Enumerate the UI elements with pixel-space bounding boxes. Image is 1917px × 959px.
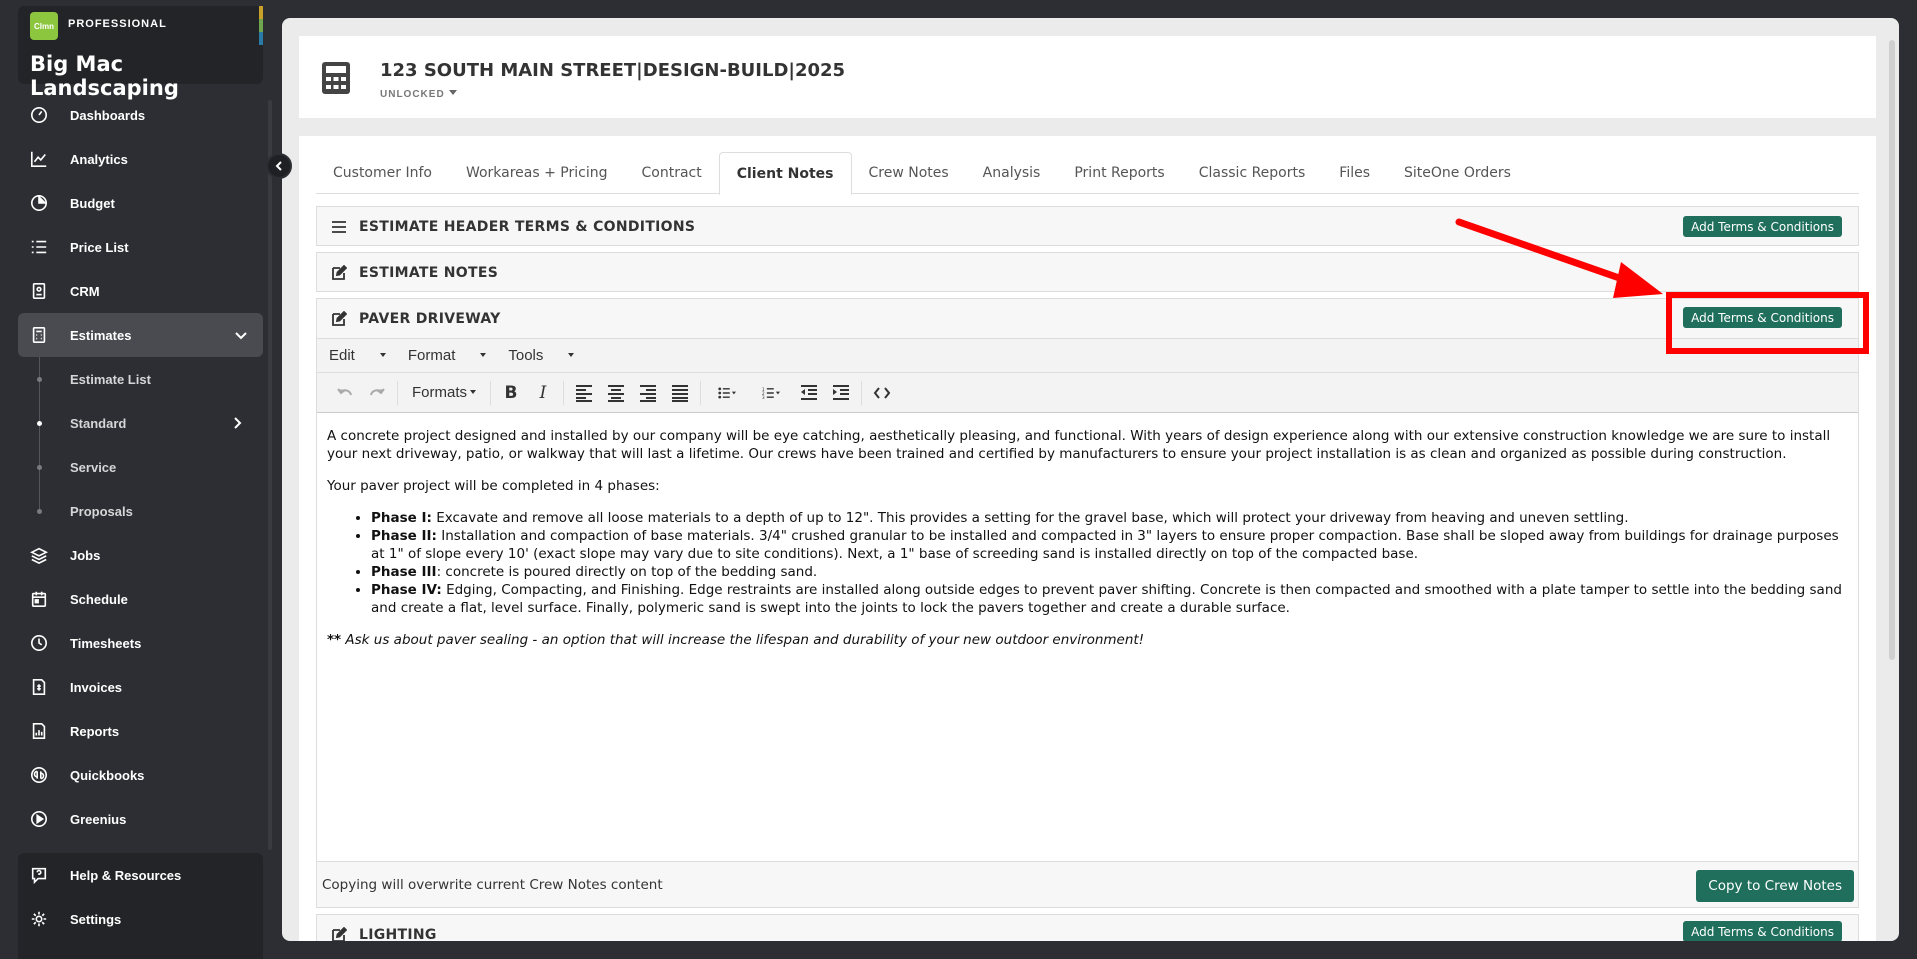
outdent-button[interactable] xyxy=(793,378,825,408)
sub-proposals[interactable] xyxy=(0,489,265,533)
tab-contract[interactable]: Contract xyxy=(641,165,702,181)
phase-label: Phase IV: xyxy=(371,582,442,598)
calculator-icon xyxy=(30,326,48,344)
tab-client-notes[interactable]: Client Notes xyxy=(719,152,852,195)
sub-label: Proposals xyxy=(70,503,133,519)
phase-text: : concrete is poured directly on top of the bedding sand. xyxy=(436,564,818,580)
nav-reports[interactable] xyxy=(0,709,265,753)
main-nav xyxy=(0,93,265,841)
contact-card-icon xyxy=(30,282,48,300)
nav-label: Invoices xyxy=(70,679,123,695)
sidebar xyxy=(0,0,281,959)
paragraph: Your paver project will be completed in 4 phases: xyxy=(327,478,660,494)
list-item xyxy=(371,563,1848,581)
menu-label: Edit xyxy=(329,347,355,364)
nav-label: Dashboards xyxy=(70,107,146,123)
numbered-list-icon xyxy=(762,384,780,402)
svg-text:2: 2 xyxy=(762,390,765,396)
lock-status-label: UNLOCKED xyxy=(380,89,445,100)
phase-text: Edging, Compacting, and Finishing. Edge restraints are installed along outside edges to prevent paver shifting. Concrete is then compacted and smoothed with a plate tamper to settle into the bedding sand and create a flat, level surface. Finally, polymeric sand is swept into the joints to lock the pavers together and create a durable surface. xyxy=(371,582,1842,616)
nav-timesheets[interactable] xyxy=(0,621,265,665)
panel-title: ESTIMATE NOTES xyxy=(359,265,499,281)
nav-label: Greenius xyxy=(70,811,127,827)
menu-format[interactable] xyxy=(408,347,487,364)
caret-down-icon xyxy=(480,353,486,357)
brand-logo: Clmn xyxy=(30,12,58,40)
nav-label: Reports xyxy=(70,723,120,739)
panel-title: PAVER DRIVEWAY xyxy=(359,311,501,327)
caret-down-icon xyxy=(470,390,476,394)
company-name: Big Mac Landscaping xyxy=(30,52,179,100)
copy-warning: Copying will overwrite current Crew Notes content xyxy=(322,877,663,893)
tab-print-reports[interactable]: Print Reports xyxy=(1074,165,1165,181)
invoice-icon xyxy=(30,678,48,696)
phase-label: Phase II: xyxy=(371,528,437,544)
annotation-arrow-icon xyxy=(1455,216,1685,301)
note-stars: ** xyxy=(327,632,342,648)
tab-files[interactable]: Files xyxy=(1339,165,1371,181)
main-area xyxy=(282,18,1899,941)
add-terms-button[interactable]: Add Terms & Conditions xyxy=(1683,921,1842,941)
italic-icon: I xyxy=(539,382,547,403)
collapse-sidebar-button[interactable] xyxy=(266,153,292,179)
menu-icon xyxy=(331,219,347,235)
editor-menubar xyxy=(317,339,1858,373)
nav-price-list[interactable] xyxy=(0,225,265,269)
nav-label: Quickbooks xyxy=(70,767,145,783)
sidebar-footer xyxy=(18,853,263,959)
redo-icon xyxy=(368,384,386,402)
annotation-highlight-box xyxy=(1666,292,1869,354)
copy-to-crew-notes-button[interactable]: Copy to Crew Notes xyxy=(1696,870,1854,902)
nav-label: Analytics xyxy=(70,151,128,167)
bold-icon: B xyxy=(504,382,518,403)
justify-icon xyxy=(671,384,689,402)
tab-bar xyxy=(316,152,1859,194)
chevron-right-icon xyxy=(229,415,245,431)
menu-edit[interactable] xyxy=(329,347,386,364)
indent-button[interactable] xyxy=(825,378,857,408)
nav-schedule[interactable] xyxy=(0,577,265,621)
align-left-icon xyxy=(575,384,593,402)
sealing-note xyxy=(327,631,1848,649)
bullet-list-icon xyxy=(718,384,736,402)
gauge-icon xyxy=(30,106,48,124)
tab-analysis[interactable]: Analysis xyxy=(982,165,1041,181)
nav-jobs[interactable] xyxy=(0,533,265,577)
pie-chart-icon xyxy=(30,194,48,212)
nav-label: Settings xyxy=(70,911,122,927)
stack-icon xyxy=(30,546,48,564)
panel-paver-driveway xyxy=(316,298,1859,908)
sub-label: Estimate List xyxy=(70,371,151,387)
phase-text: Excavate and remove all loose materials to a depth of up to 12". This provides a setting for the gravel base, which will protect your driveway from heaving and uneven settling. xyxy=(431,510,1629,526)
panel-title: LIGHTING xyxy=(359,927,437,941)
tab-customer-info[interactable]: Customer Info xyxy=(333,165,432,181)
phase-list xyxy=(371,509,1848,617)
editor-toolbar xyxy=(317,373,1858,413)
calendar-icon xyxy=(30,590,48,608)
clock-icon xyxy=(30,634,48,652)
formats-label: Formats xyxy=(412,384,468,401)
align-right-button[interactable] xyxy=(632,378,664,408)
tab-workareas-pricing[interactable]: Workareas + Pricing xyxy=(465,165,608,181)
numbered-list-button[interactable] xyxy=(749,378,793,408)
panel-title: ESTIMATE HEADER TERMS & CONDITIONS xyxy=(359,219,696,235)
list-icon xyxy=(30,238,48,256)
nav-quickbooks[interactable] xyxy=(0,753,265,797)
caret-down-icon xyxy=(568,353,574,357)
phase-text: Installation and compaction of base materials. 3/4" crushed granular to be installed and compacted in 3" layers to ensure proper compaction. Base shall be sloped away from buildings for drainage purposes at 1" of slope every 10' (exact slope may vary due to site conditions). Next, a 1" base of screeding sand is installed directly on top of the compacted base. xyxy=(371,528,1839,562)
sub-estimate-list[interactable] xyxy=(0,357,265,401)
main-scrollbar[interactable] xyxy=(1889,40,1895,660)
sub-service[interactable] xyxy=(0,445,265,489)
line-chart-icon xyxy=(30,150,48,168)
sidebar-scrollbar[interactable] xyxy=(268,100,272,850)
nav-label: Schedule xyxy=(70,591,128,607)
caret-down-icon xyxy=(380,353,386,357)
nav-label: Budget xyxy=(70,195,115,211)
edit-icon xyxy=(331,927,347,941)
edit-icon xyxy=(331,265,347,281)
sub-label: Service xyxy=(70,459,117,475)
calculator-icon xyxy=(321,61,351,95)
nav-budget[interactable] xyxy=(0,181,265,225)
rich-text-editor xyxy=(317,338,1858,861)
nav-help[interactable] xyxy=(18,853,263,897)
align-center-icon xyxy=(607,384,625,402)
estimate-header xyxy=(299,36,1876,118)
menu-label: Format xyxy=(407,347,456,364)
undo-icon xyxy=(336,384,354,402)
chevron-left-icon xyxy=(273,160,285,172)
list-item xyxy=(371,527,1848,563)
align-left-button[interactable] xyxy=(568,378,600,408)
nav-label: Price List xyxy=(70,239,129,255)
align-center-button[interactable] xyxy=(600,378,632,408)
lock-status-dropdown[interactable] xyxy=(380,89,457,100)
nav-settings[interactable] xyxy=(18,897,263,941)
align-right-icon xyxy=(639,384,657,402)
bullet-list-button[interactable] xyxy=(705,378,749,408)
quickbooks-icon xyxy=(30,766,48,784)
add-terms-button[interactable]: Add Terms & Conditions xyxy=(1683,307,1842,328)
undo-button[interactable] xyxy=(329,378,361,408)
nav-dashboards[interactable] xyxy=(0,93,265,137)
tab-crew-notes[interactable]: Crew Notes xyxy=(868,165,949,181)
tab-classic-reports[interactable]: Classic Reports xyxy=(1198,165,1306,181)
editor-content[interactable] xyxy=(317,413,1858,677)
formats-dropdown[interactable] xyxy=(402,384,486,401)
brand-tier: PROFESSIONAL xyxy=(68,18,167,30)
nav-crm[interactable] xyxy=(0,269,265,313)
bold-button[interactable] xyxy=(495,378,527,408)
italic-button[interactable] xyxy=(527,378,559,408)
play-circle-icon xyxy=(30,810,48,828)
add-terms-button[interactable]: Add Terms & Conditions xyxy=(1683,216,1842,237)
source-code-button[interactable] xyxy=(866,378,898,408)
panel-lighting xyxy=(316,914,1859,941)
phase-label: Phase I: xyxy=(371,510,432,526)
report-icon xyxy=(30,722,48,740)
sub-standard[interactable] xyxy=(0,401,265,445)
chevron-down-icon xyxy=(233,327,249,343)
caret-down-icon xyxy=(449,90,457,95)
nav-analytics[interactable] xyxy=(0,137,265,181)
justify-button[interactable] xyxy=(664,378,696,408)
svg-text:1: 1 xyxy=(762,386,765,392)
list-item xyxy=(371,581,1848,617)
svg-text:3: 3 xyxy=(762,394,765,400)
brand-block[interactable] xyxy=(18,6,263,100)
sub-label: Standard xyxy=(70,415,127,431)
nav-label: Help & Resources xyxy=(70,867,182,883)
menu-label: Tools xyxy=(508,347,544,364)
panel-header[interactable] xyxy=(317,915,1858,941)
list-item xyxy=(371,509,1848,527)
nav-label: Jobs xyxy=(70,547,101,563)
note-text: Ask us about paver sealing - an option that will increase the lifespan and durability of your new outdoor environment! xyxy=(341,632,1145,648)
nav-invoices[interactable] xyxy=(0,665,265,709)
outdent-icon xyxy=(800,384,818,402)
nav-label: Timesheets xyxy=(70,635,142,651)
nav-greenius[interactable] xyxy=(0,797,265,841)
indent-icon xyxy=(832,384,850,402)
copy-bar xyxy=(317,861,1858,907)
redo-button[interactable] xyxy=(361,378,393,408)
help-icon xyxy=(30,866,48,884)
menu-tools[interactable] xyxy=(508,347,574,364)
nav-estimates[interactable] xyxy=(18,313,263,357)
brand-stripe xyxy=(259,6,263,46)
panel-header[interactable] xyxy=(317,299,1858,339)
nav-label: CRM xyxy=(70,283,100,299)
code-icon xyxy=(873,384,891,402)
edit-icon xyxy=(331,311,347,327)
phase-label: Phase III xyxy=(371,564,437,580)
paragraph: A concrete project designed and installed by our company will be eye catching, aesthetically pleasing, and functional. With years of design experience along with our extensive construction knowledge we are sure to install your next driveway, patio, or walkway that will last a lifetime. Our crews have been trained and certified by manufacturers to ensure your project installation is as clean and organized as possible during construction. xyxy=(327,428,1831,462)
estimate-title: 123 SOUTH MAIN STREET|DESIGN-BUILD|2025 xyxy=(380,60,846,81)
nav-label: Estimates xyxy=(70,327,132,343)
tab-siteone-orders[interactable]: SiteOne Orders xyxy=(1404,165,1511,181)
gear-icon xyxy=(30,910,48,928)
